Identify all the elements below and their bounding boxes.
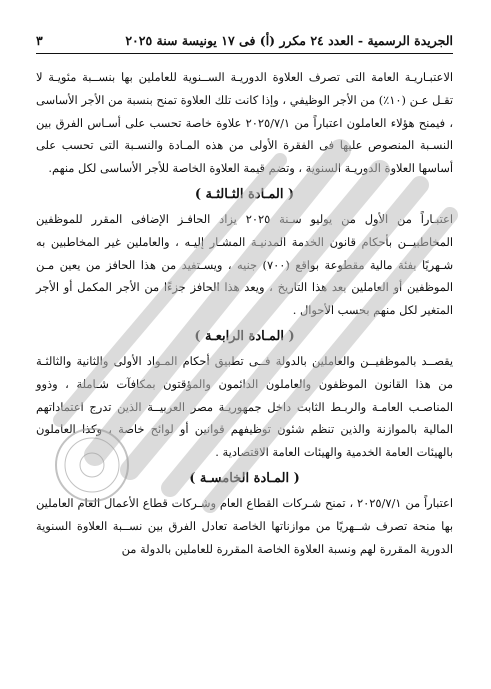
page-body — [36, 66, 453, 560]
paragraph-article-4: يقصــد بالموظفيــن والعاملين بالدولة فــى تطبيق أحكام المـواد الأولى والثانية والثالثـة من هذا القانون الموظفون والعاملون الدائمون والمؤقتون بمكافآت شـاملة ، وذوو المناصـب العامـة والربـط الثابت داخل جمهوريـة مصر العربيــة الذين تدرج اعتماداتهم المالية بالموازنة والذين تنظم شئون توظيفهم قوانين أو لوائح خاصة ، وكذا العاملون بالهيئات العامة الخدمية والهيئات العامة الاقتصادية . — [36, 353, 453, 460]
heading-article-5: ( المـادة الخامسـة ) — [189, 470, 300, 486]
paragraph-article-2-continued: الاعتبـاريـة العامة التى تصرف العلاوة الدوريـة الســنوية للعاملين بها بنســبة مئويـة لا تقـل عـن (١٠٪) من الأجر الوظيفي ، وإذا كانت تلك العلاوة تمنح بنسبة من الأجر الأساسى ، فيمنح هؤلاء العاملون اعتباراً من ٢٠٢٥/٧/١ علاوة خاصة تحسب على أسـاس الفرق بين النسـبة المنصوص عليها فى الفقرة الأولى من هذه المـادة والنسـبة التى تحسب على أساسها العلاوة الدوريـة السنوية ، وتضم قيمة العلاوة الخاصة للأجر الأساسى لكل منهم. — [36, 70, 453, 176]
header-title: الجريدة الرسمية - العدد ٢٤ مكرر (أ) فى ١٧ يونيسة سنة ٢٠٢٥ — [125, 32, 453, 48]
heading-article-4: ( المـادة الرابعـة ) — [194, 328, 295, 344]
page-header — [36, 30, 453, 50]
header-rule — [36, 53, 453, 54]
paragraph-article-3: اعتبـاراً من الأول من يوليو سـنة ٢٠٢٥ يزاد الحافـز الإضافى المقرر للموظفين المخاطبيــن بأحكام قانون الخدمة المدنيـة المشـار إليـه ، والعاملين غير المخاطبين به شـهريًا بفئة مالية مقطوعة بواقع (٧٠٠) جنيه ، ويسـتفيد من هذا الحافز من يعين مـن الموظفين أو العاملين بعد هذا التاريخ ، ويعد هذا الحافز جزءًا من الأجر المكمل أو الأجر المتغير لكل منهم بحسب الأحوال . — [36, 211, 454, 318]
paragraph-article-5: اعتباراً من ٢٠٢٥/٧/١ ، تمنح شـركات القطاع العام وشـركات قطاع الأعمال العام العاملين بها منحة تصرف شــهريًا من موازناتها الخاصة تعادل الفرق بين نســبة العلاوة السنوية الدورية المقررة لهم ونسبة العلاوة الخاصة المقررة للعاملين بالدولة من — [36, 495, 453, 556]
heading-article-3: ( المـادة الثـالثـة ) — [194, 186, 295, 202]
page-number: ٣ — [36, 32, 43, 48]
